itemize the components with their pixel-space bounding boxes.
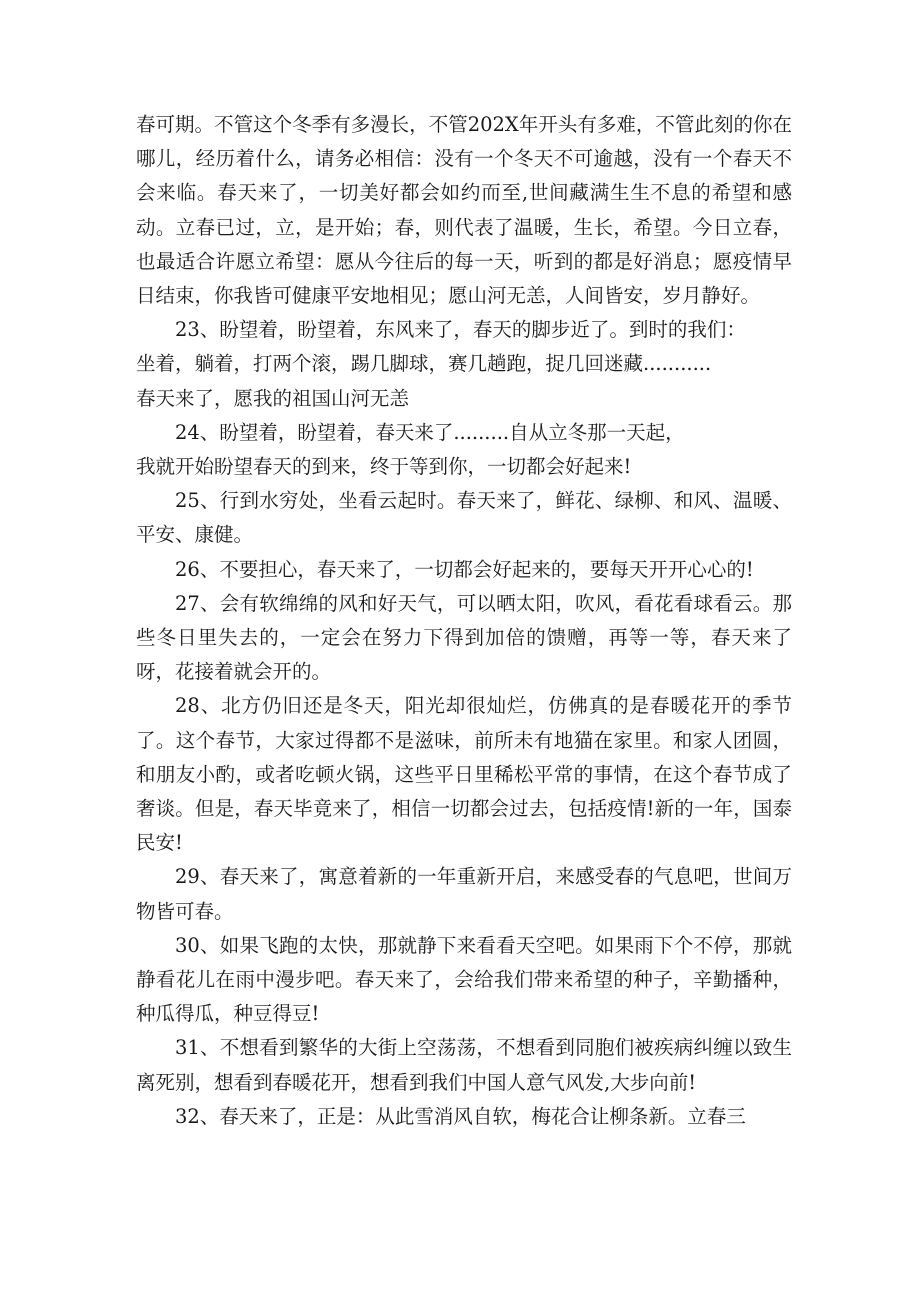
paragraph-29: 29、春天来了，寓意着新的一年重新开启，来感受春的气息吧，世间万物皆可春。 (136, 865, 792, 923)
paragraph-28: 28、北方仍旧还是冬天，阳光却很灿烂，仿佛真的是春暖花开的季节了。这个春节，大家过得都不是滋味，前所未有地猫在家里。和家人团圆，和朋友小酌，或者吃顿火锅，这些平日里稀松平常的事情，在这个春节成了奢谈。但是，春天毕竟来了，相信一切都会过去，包括疫情!新的一年，国泰民安! (136, 694, 792, 855)
paragraph-23-line-3: 春天来了，愿我的祖国山河无恙 (136, 386, 410, 410)
paragraph-24 (136, 416, 792, 484)
paragraph-31: 31、不想看到繁华的大街上空荡荡，不想看到同胞们被疾病纠缠以致生离死别，想看到春暖花开，想看到我们中国人意气风发,大步向前! (136, 1036, 792, 1094)
paragraph-25: 25、行到水穷处，坐看云起时。春天来了，鲜花、绿柳、和风、温暖、平安、康健。 (136, 489, 792, 547)
document-body (136, 108, 792, 1134)
paragraph-intro: 春可期。不管这个冬季有多漫长，不管202X年开头有多难，不管此刻的你在哪儿，经历着什么，请务必相信：没有一个冬天不可逾越，没有一个春天不会来临。春天来了，一切美好都会如约而至,世间藏满生生不息的希望和感动。立春已过，立，是开始；春，则代表了温暖，生长，希望。今日立春，也最适合许愿立希望：愿从今往后的每一天，听到的都是好消息；愿疫情早日结束，你我皆可健康平安地相见；愿山河无恙，人间皆安，岁月静好。 (136, 113, 792, 308)
paragraph-32: 32、春天来了，正是：从此雪消风自软，梅花合让柳条新。立春三 (175, 1104, 746, 1128)
paragraph-23 (136, 313, 792, 416)
paragraph-24-line-1: 24、盼望着，盼望着，春天来了.........自从立冬那一天起， (175, 420, 685, 444)
paragraph-24-line-2: 我就开始盼望春天的到来，终于等到你，一切都会好起来! (136, 455, 632, 479)
paragraph-30: 30、如果飞跑的太快，那就静下来看看天空吧。如果雨下个不停，那就静看花儿在雨中漫步吧。春天来了，会给我们带来希望的种子，辛勤播种，种瓜得瓜，种豆得豆! (136, 933, 792, 1026)
paragraph-27: 27、会有软绵绵的风和好天气，可以晒太阳，吹风，看花看球看云。那些冬日里失去的，一定会在努力下得到加倍的馈赠，再等一等，春天来了呀，花接着就会开的。 (136, 591, 792, 684)
paragraph-26: 26、不要担心，春天来了，一切都会好起来的，要每天开开心心的! (175, 557, 754, 581)
paragraph-23-line-2: 坐着，躺着，打两个滚，踢几脚球，赛几趟跑，捉几回迷藏........... (136, 352, 712, 376)
paragraph-23-line-1: 23、盼望着，盼望着，东风来了，春天的脚步近了。到时的我们： (175, 318, 746, 342)
